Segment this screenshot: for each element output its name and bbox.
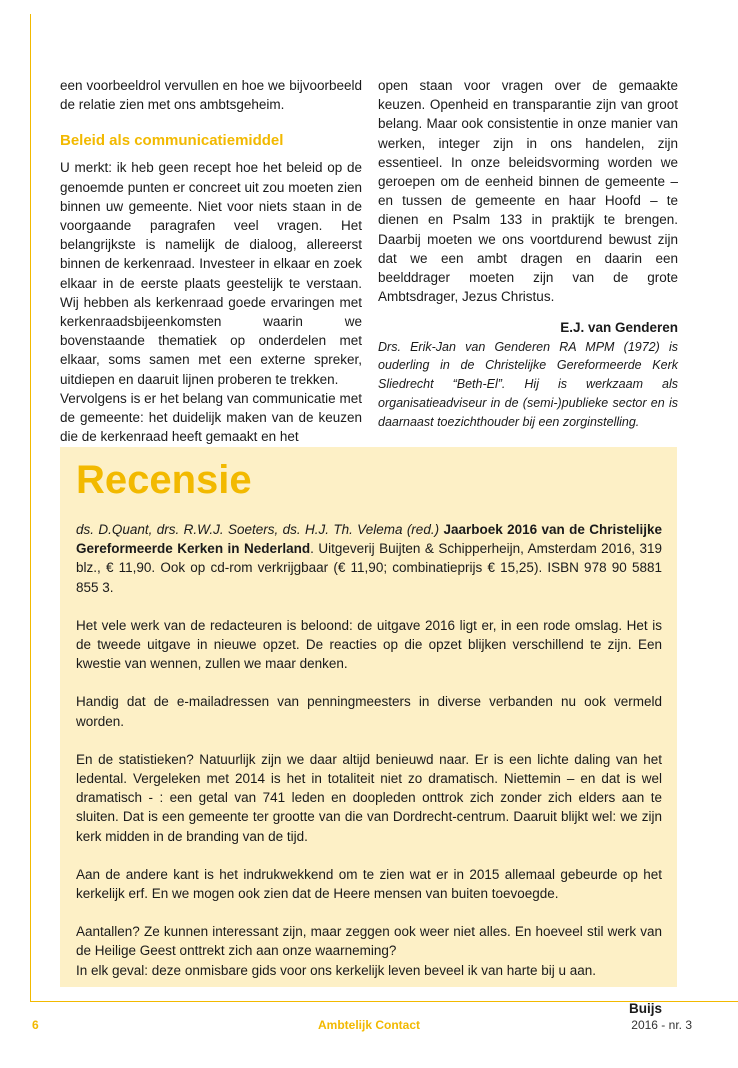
review-paragraph-1: Het vele werk van de redacteuren is beloond: de uitgave 2016 ligt er, in een rode omslag. Het is de tweede uitgave in nieuwe opzet. De reacties op die opzet blijken verschillend te zijn. Een kwestie van wennen, zullen we maar denken. bbox=[76, 617, 662, 672]
right-column bbox=[378, 76, 678, 432]
left-column bbox=[60, 76, 362, 446]
review-paragraph-5a: Aantallen? Ze kunnen interessant zijn, maar zeggen ook weer niet alles. En hoeveel stil werk van de Heilige Geest onttrekt zich aan onze waarneming? bbox=[76, 924, 662, 959]
review-paragraph-5b: In elk geval: deze onmisbare gids voor ons kerkelijk leven beveel ik van harte bij u aan. bbox=[76, 962, 597, 978]
review-editors: ds. D.Quant, drs. R.W.J. Soeters, ds. H.J. Th. Velema (red.) bbox=[76, 522, 440, 537]
left-paragraph-2: Vervolgens is er het belang van communicatie met de gemeente: het duidelijk maken van de keuzen die de kerkenraad heeft gemaakt en het bbox=[60, 390, 362, 445]
review-paragraph-3: En de statistieken? Natuurlijk zijn we daar altijd benieuwd naar. Er is een lichte daling van het ledental. Vergeleken met 2014 is het in totaliteit niet zo dramatisch. Niettemin – en dat is wel dramatisch - : een getal van 741 leden en doopleden onttrok zich zonder zich elders aan te sluiten. Dat is een gemeente ter grootte van die van Dordrecht-centrum. Daaruit blijkt wel: we zijn kerk midden in de branding van de tijd. bbox=[76, 751, 662, 844]
section-heading: Beleid als communicatiemiddel bbox=[60, 132, 284, 150]
issue-number: 2016 - nr. 3 bbox=[631, 1018, 692, 1032]
review-box bbox=[60, 447, 677, 1016]
review-citation bbox=[76, 520, 662, 597]
page-number: 6 bbox=[32, 1018, 39, 1032]
review-paragraph-4: Aan de andere kant is het indrukwekkend om te zien wat er in 2015 allemaal gebeurde op het kerkelijk erf. En we mogen ook zien dat de Heere mensen van buiten toevoegde. bbox=[76, 866, 662, 902]
review-book-title: Jaarboek 2016 van de Christelijke Gereformeerde Kerken in Nederland bbox=[76, 522, 662, 557]
left-intro-paragraph: een voorbeeldrol vervullen en hoe we bijvoorbeeld de relatie zien met ons ambtsgeheim. bbox=[60, 78, 362, 113]
review-signature: Buijs bbox=[628, 1000, 662, 1016]
review-title: Recensie bbox=[76, 458, 252, 502]
right-paragraph-1: open staan voor vragen over de gemaakte keuzen. Openheid en transparantie zijn van groot belang. Maar ook consistentie in onze manier van werken, integer zijn in ons handelen, zijn essentieel. In onze beleidsvorming worden we geroepen om de eenheid binnen de gemeente – en tussen de gemeente en haar Hoofd – te dienen en Psalm 133 in praktijk te brengen. Daarbij moeten we ons voortdurend bewust zijn dat we een ambt dragen en daarin een beelddrager moeten zijn van de grote Ambtsdrager, Jezus Christus. bbox=[378, 78, 678, 305]
author-bio: Drs. Erik-Jan van Genderen RA MPM (1972) is ouderling in de Christelijke Gereformeerde Kerk Sliedrecht “Beth-El”. Hij is werkzaam als organisatieadviseur in de (semi-)publieke sector en is daarnaast toezichthouder bij een zorginstelling. bbox=[378, 339, 678, 429]
margin-rule-vertical bbox=[30, 14, 31, 1002]
left-paragraph-1: U merkt: ik heb geen recept hoe het beleid op de genoemde punten er concreet uit zou moeten zien binnen uw gemeente. Niet voor niets staan in de voorgaande paragrafen veel vragen. Het belangrijkste is namelijk de dialoog, allereerst binnen de kerkenraad. Investeer in elkaar en zoek elkaar in de eerste plaats geestelijk te verstaan. Wij hebben als kerkenraad goede ervaringen met kerkenraadsbijeenkomsten waarin we bovenstaande thematiek op onderdelen met elkaar, soms samen met een externe spreker, uitdiepen en daaruit lijnen proberen te trekken. bbox=[60, 160, 362, 387]
publication-name: Ambtelijk Contact bbox=[317, 1018, 420, 1032]
review-book-details: . Uitgeverij Buijten & Schipperheijn, Amsterdam 2016, 319 blz., € 11,90. Ook op cd-rom verkrijgbaar (€ 11,90; combinatieprijs € 15,25). ISBN 978 90 5881 855 3. bbox=[76, 541, 662, 595]
review-paragraph-2: Handig dat de e-mailadressen van penningmeesters in diverse verbanden nu ook vermeld worden. bbox=[76, 694, 662, 729]
author-signature: E.J. van Genderen bbox=[560, 320, 678, 336]
